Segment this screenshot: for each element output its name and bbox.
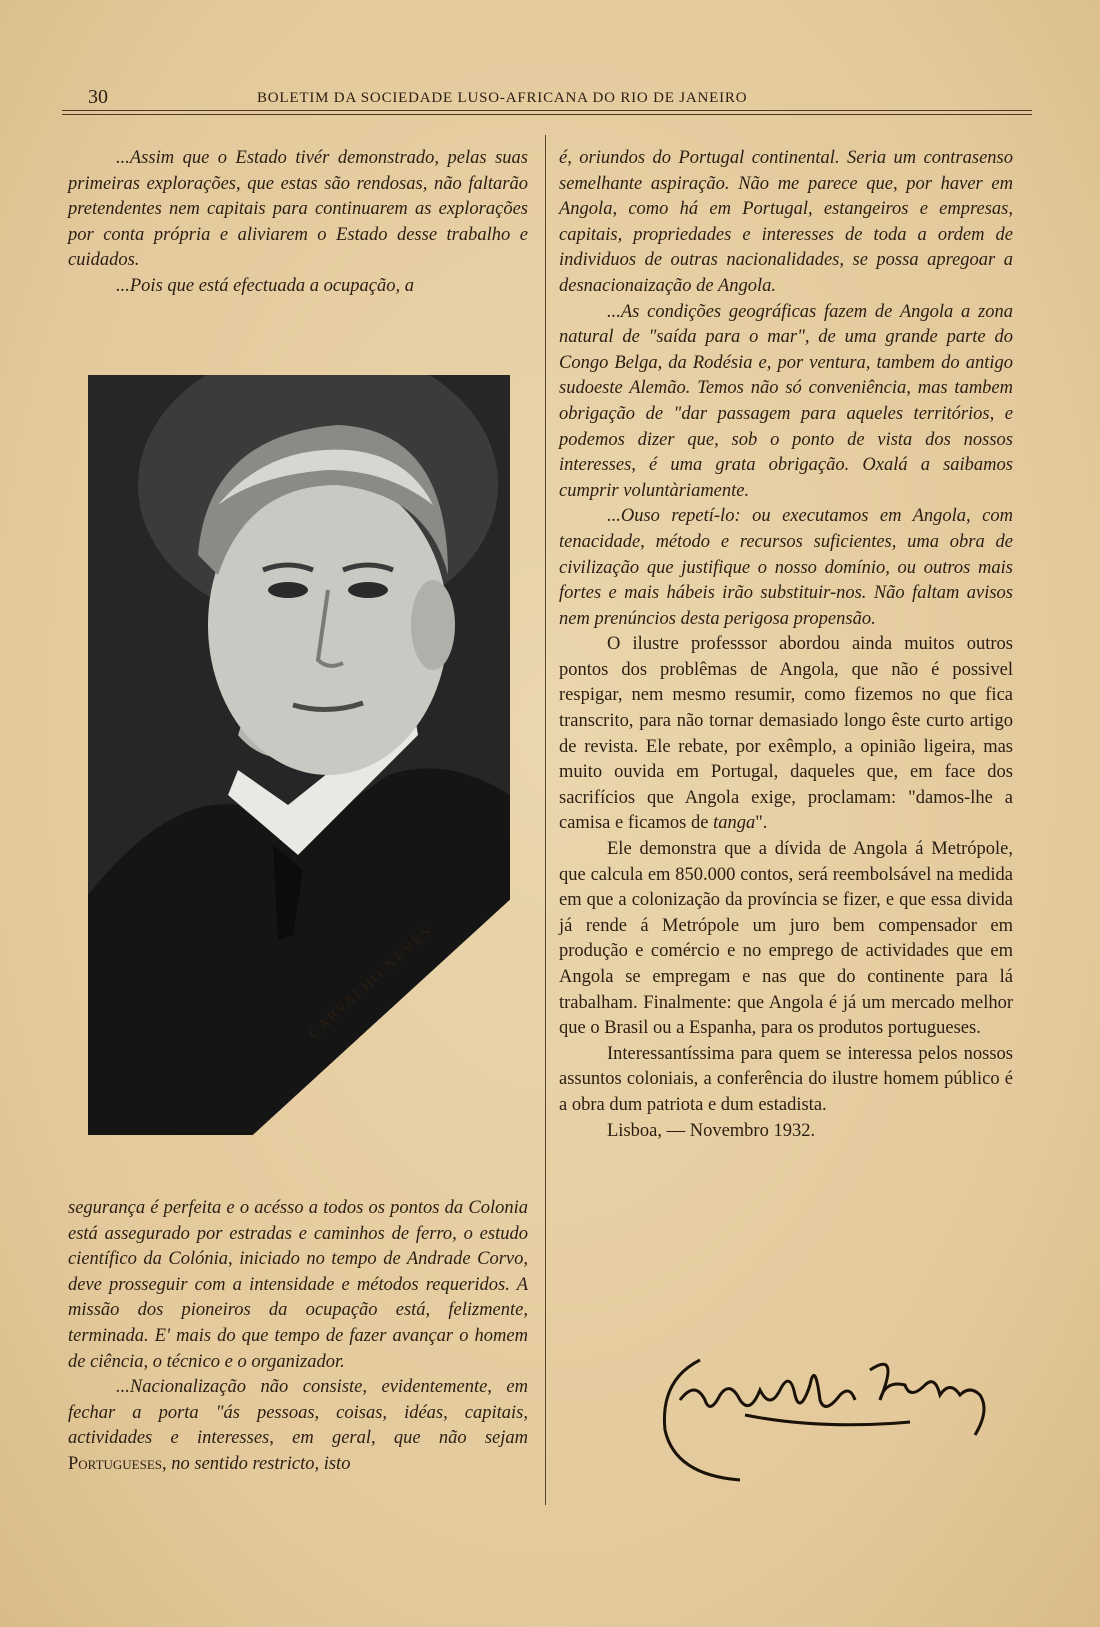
right-column	[559, 146, 1013, 1144]
left-column-bottom	[68, 1196, 528, 1478]
quote-paragraph: ...Pois que está efectuada a ocupação, a	[116, 275, 414, 296]
running-title: BOLETIM DA SOCIEDADE LUSO-AFRICANA DO RIO DE JANEIRO	[257, 90, 748, 106]
left-column-top	[68, 146, 528, 300]
dateline: Lisboa, — Novembro 1932.	[607, 1120, 816, 1141]
page-header	[62, 86, 1032, 110]
page-number: 30	[88, 86, 108, 108]
header-rule-double	[62, 114, 1032, 115]
header-rule	[62, 110, 1032, 111]
signature-drawing	[660, 1340, 1020, 1490]
portrait-photo	[88, 375, 510, 1135]
column-divider	[545, 135, 546, 1505]
quote-paragraph: ...As condições geográficas fazem de Angola a zona natural de "saída para o mar", de uma grande parte do Congo Belga, da Rodésia e, por ventura, tambem do antigo sudoeste Alemão. Temos não só conveniência, mas tambem obrigação de "dar passagem para aqueles territórios, e podemos dizer que, sob o ponto de vista dos nossos interesses, é uma grata obrigação. Oxalá a saibamos cumprir voluntàriamente.	[559, 301, 1013, 501]
body-paragraph: Interessantíssima para quem se interessa pelos nossos assuntos coloniais, a conferência do ilustre homem público é a obra dum patriota e dum estadista.	[559, 1043, 1013, 1115]
handwritten-signature	[660, 1340, 1020, 1490]
quote-paragraph: é, oriundos do Portugal continental. Seria um contrasenso semelhante aspiração. Não me parece que, por haver em Angola, como há em Portugal, estangeiros e empresas, capitais, propriedades e interesses de toda a ordem de individuos de outras nacionalidades, se possa apregoar a desnacionaização de Angola.	[559, 148, 1013, 296]
quote-paragraph: segurança é perfeita e o acésso a todos os pontos da Colonia está assegurado por estradas e caminhos de ferro, o estudo científico da Colónia, iniciado no tempo de Andrade Corvo, deve prosseguir com a intensidade e métodos requeridos. A missão dos pioneiros da ocupação está, felizmente, terminada. E' mais do que tempo de fazer avançar o homem de ciência, o técnico e o organizador.	[68, 1198, 528, 1372]
body-paragraph: O ilustre professsor abordou ainda muitos outros pontos dos problêmas de Angola, que não é possivel respigar, nem mesmo resumir, como fizemos no que fica transcrito, para não tornar demasiado longo êste curto artigo de revista. Ele rebate, por exêmplo, a opinião ligeira, mas muito ouvida em Portugal, daqueles que, em face dos sacrifícios que Angola exige, proclamam: "damos-lhe a camisa e ficamos de tanga".	[559, 634, 1013, 834]
body-paragraph: Ele demonstra que a dívida de Angola á Metrópole, que calcula em 850.000 contos, será reembolsável na medida em que a colonização da província se fizer, e que essa divida já rende á Metrópole um juro bem compensador em produção e comércio e no emprego de actividades que em Angola se empregam e nas que do continente para lá trabalham. Finalmente: que Angola é já um mercado melhor que o Brasil ou a Espanha, para os produtos portugueses.	[559, 839, 1013, 1039]
quote-paragraph: ...Assim que o Estado tivér demonstrado, pelas suas primeiras explorações, que estas são rendosas, não faltarão pretendentes nem capitais para continuarem as explorações por conta própria e aliviarem o Estado desse trabalho e cuidados.	[68, 148, 528, 271]
quote-paragraph: ...Nacionalização não consiste, evidentemente, em fechar a porta "ás pessoas, coisas, idéas, capitais, actividades e interesses, em geral, que não sejam Portugueses, no sentido restricto, isto	[68, 1377, 528, 1474]
quote-paragraph: ...Ouso repetí-lo: ou executamos em Angola, com tenacidade, método e recursos suficientes, uma obra de civilização que justifique o nosso domínio, ou outros mais fortes e mais hábeis irão substituir-nos. Não faltam avisos nem prenúncios desta perigosa propensão.	[559, 506, 1013, 629]
portrait-illustration	[88, 375, 510, 1135]
photo-caption: CARVALHO NEVES	[306, 922, 436, 1042]
